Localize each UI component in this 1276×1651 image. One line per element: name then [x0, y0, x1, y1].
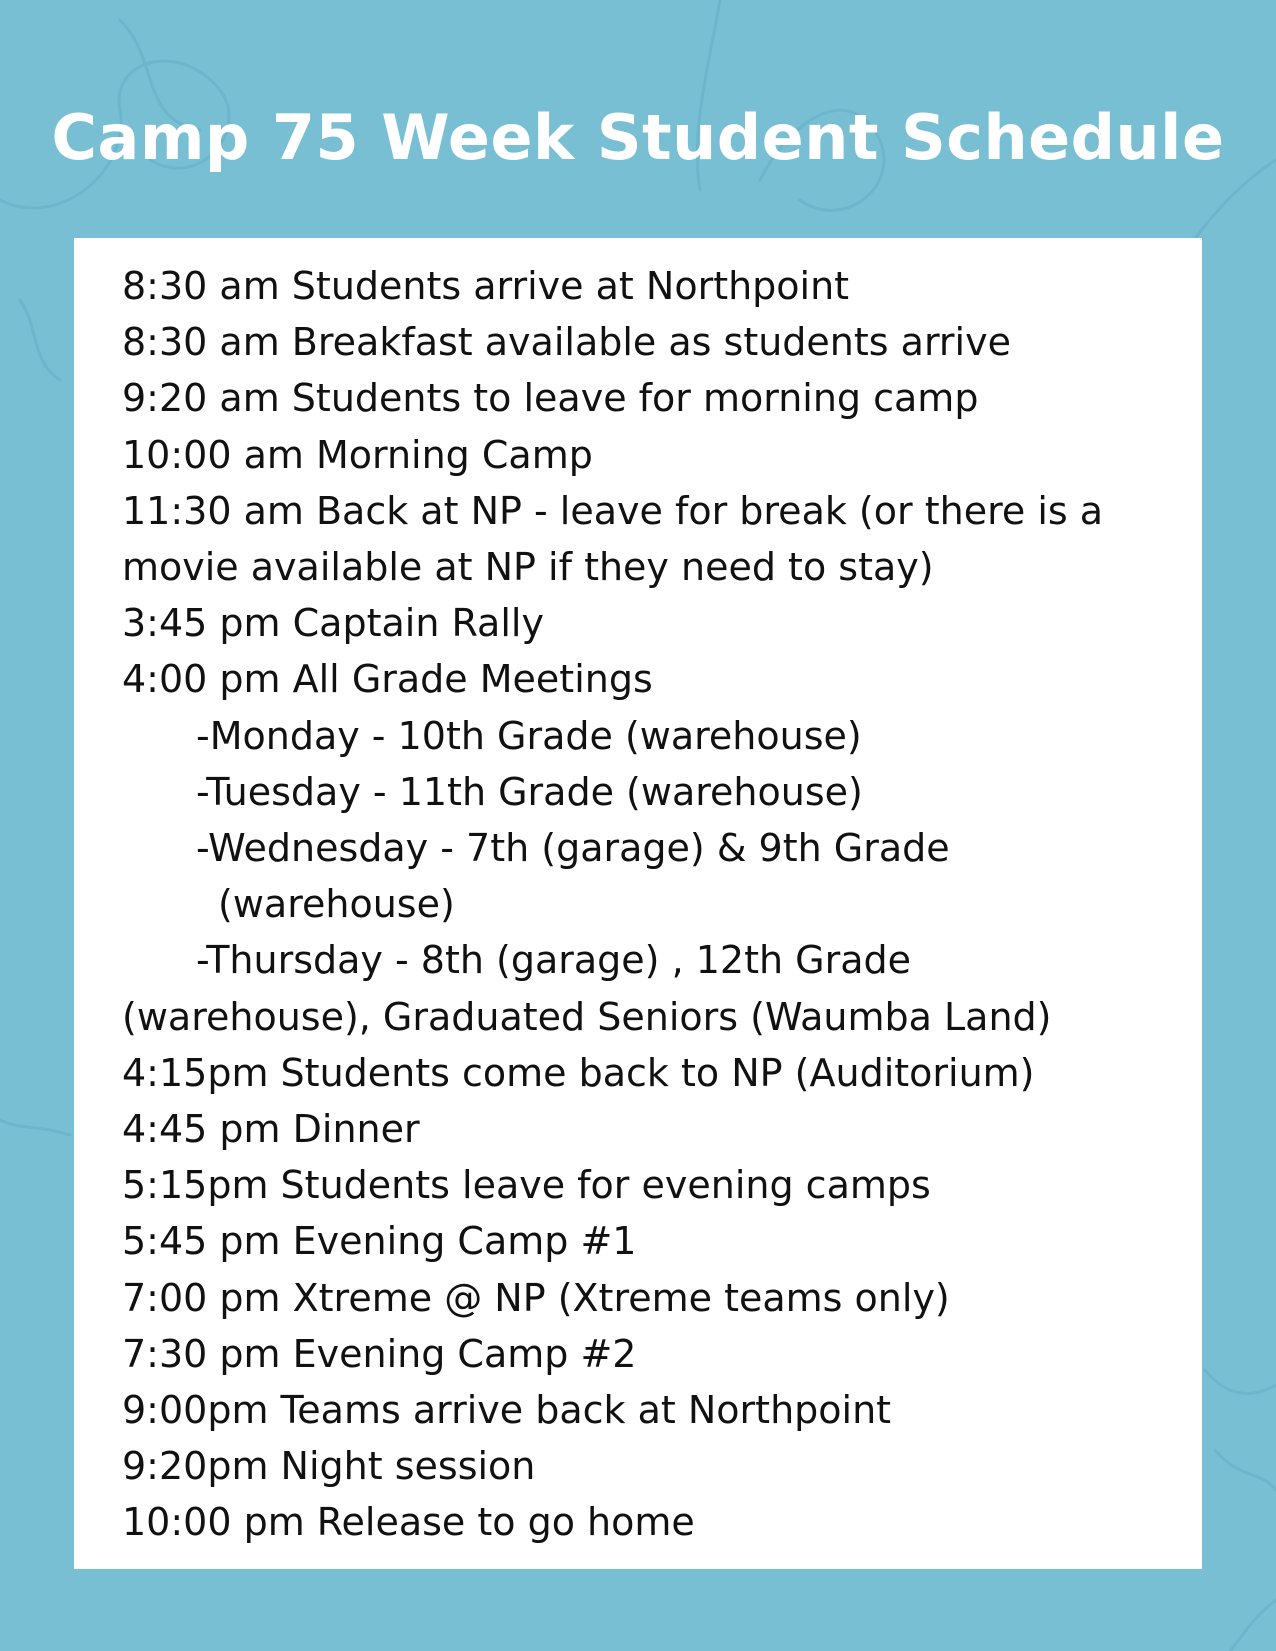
schedule-line: 9:00pm Teams arrive back at Northpoint [122, 1388, 892, 1433]
grade-meeting-line: -Thursday - 8th (garage) , 12th Grade [196, 938, 912, 983]
schedule-line: 9:20 am Students to leave for morning camp [122, 376, 979, 421]
schedule-line: 4:15pm Students come back to NP (Auditorium) [122, 1050, 1035, 1095]
grade-meeting-line: (warehouse), Graduated Seniors (Waumba Land) [122, 994, 1052, 1039]
page-title: Camp 75 Week Student Schedule [51, 101, 1225, 174]
grade-meeting-line: -Wednesday - 7th (garage) & 9th Grade [196, 826, 950, 871]
grade-meeting-line: -Tuesday - 11th Grade (warehouse) [196, 769, 863, 814]
schedule-line: 10:00 pm Release to go home [122, 1500, 695, 1545]
schedule-line: 3:45 pm Captain Rally [122, 601, 544, 646]
schedule-line: 7:00 pm Xtreme @ NP (Xtreme teams only) [122, 1275, 950, 1320]
grade-meeting-line: (warehouse) [218, 882, 455, 927]
grade-meeting-line: -Monday - 10th Grade (warehouse) [196, 713, 862, 758]
schedule-card [74, 238, 1202, 1569]
schedule-line: 9:20pm Night session [122, 1444, 536, 1489]
schedule-line: 4:45 pm Dinner [122, 1107, 420, 1152]
schedule-line: 5:45 pm Evening Camp #1 [122, 1219, 637, 1264]
schedule-line: 7:30 pm Evening Camp #2 [122, 1331, 637, 1376]
schedule-line: 10:00 am Morning Camp [122, 432, 593, 477]
schedule-line: 11:30 am Back at NP - leave for break (or there is a [122, 488, 1104, 533]
schedule-line: 8:30 am Breakfast available as students arrive [122, 320, 1011, 365]
schedule-line: 8:30 am Students arrive at Northpoint [122, 264, 850, 308]
schedule-line: movie available at NP if they need to stay) [122, 545, 934, 590]
schedule-line: 5:15pm Students leave for evening camps [122, 1163, 931, 1208]
schedule-line: 4:00 pm All Grade Meetings [122, 657, 653, 702]
